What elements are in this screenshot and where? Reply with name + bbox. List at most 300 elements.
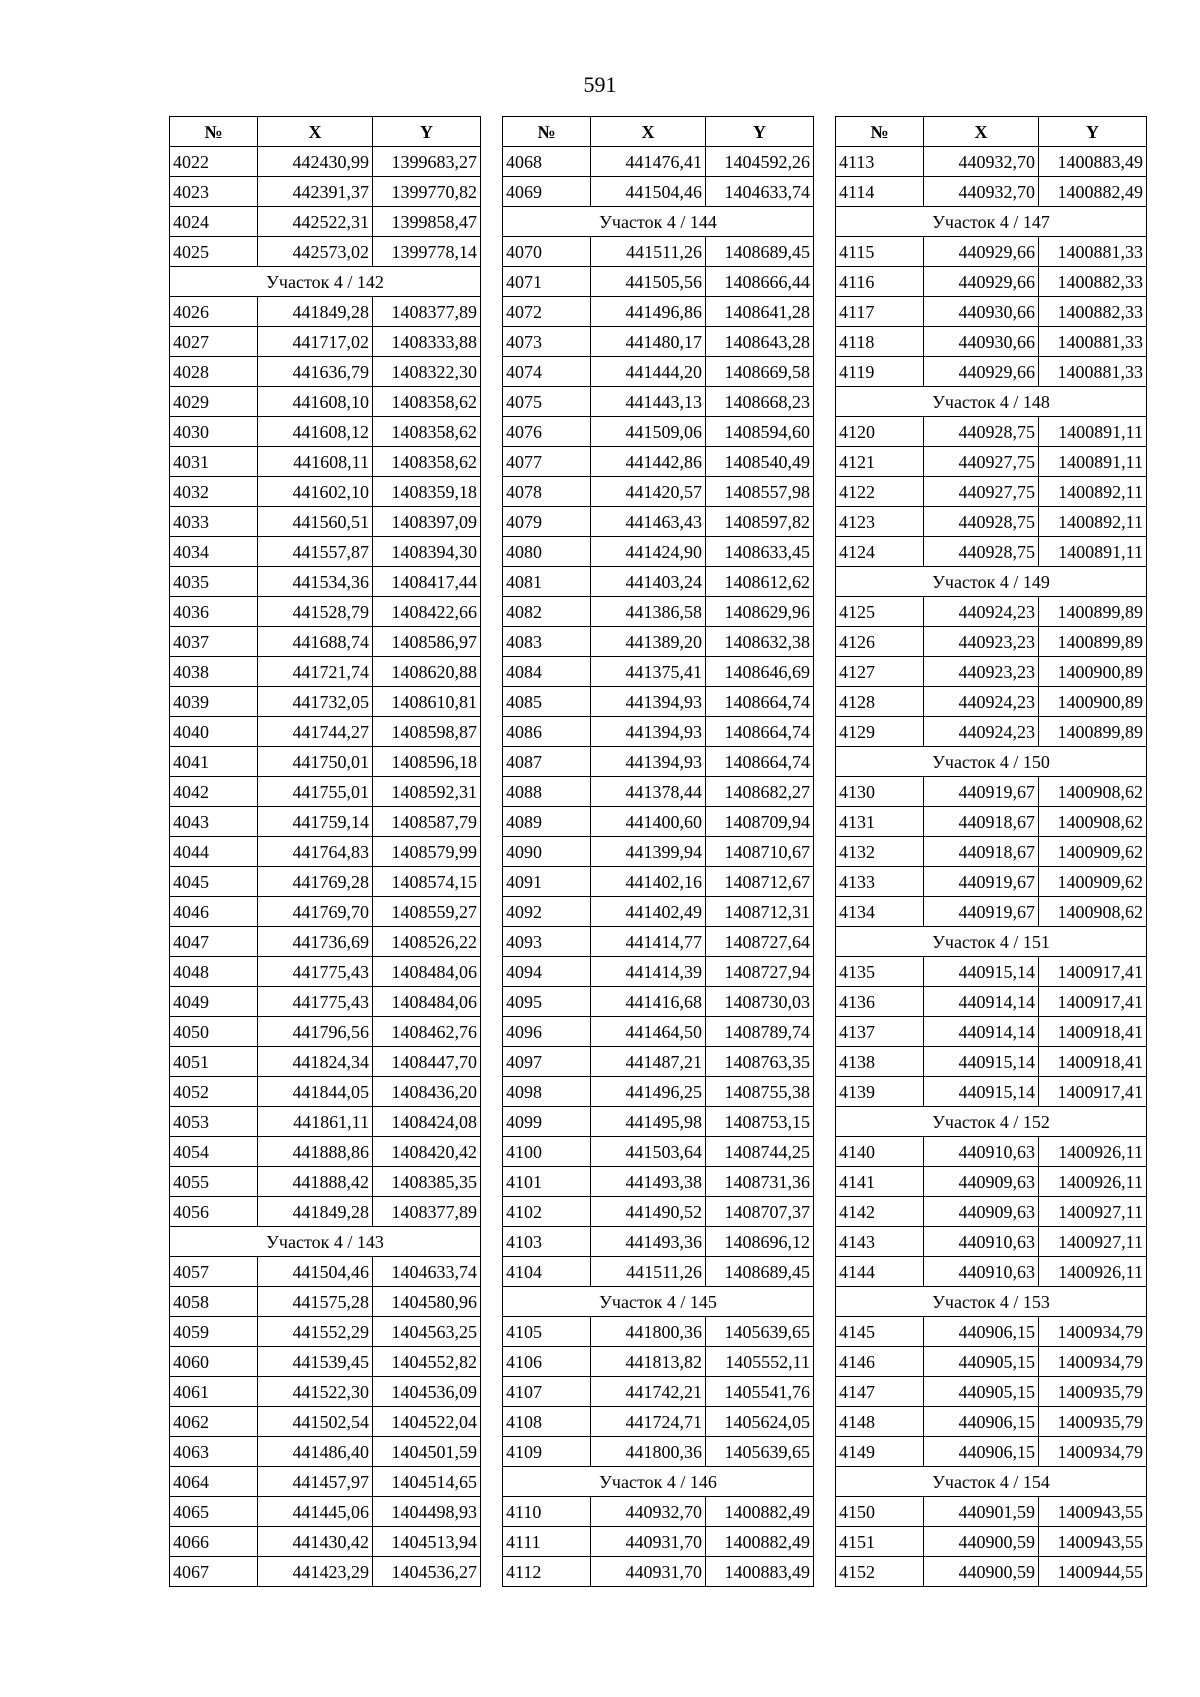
x-coordinate: 441378,44 — [591, 777, 706, 807]
point-number: 4087 — [503, 747, 591, 777]
x-coordinate: 440901,59 — [924, 1497, 1039, 1527]
x-coordinate: 440927,75 — [924, 477, 1039, 507]
y-coordinate: 1408557,98 — [706, 477, 814, 507]
x-coordinate: 441557,87 — [258, 537, 373, 567]
y-coordinate: 1400934,79 — [1039, 1347, 1147, 1377]
point-number: 4097 — [503, 1047, 591, 1077]
table-row — [503, 567, 814, 597]
table-row — [170, 1467, 481, 1497]
point-number: 4075 — [503, 387, 591, 417]
section-title: Участок 4 / 144 — [503, 207, 814, 237]
point-number: 4068 — [503, 147, 591, 177]
y-coordinate: 1408763,35 — [706, 1047, 814, 1077]
x-coordinate: 440905,15 — [924, 1347, 1039, 1377]
point-number: 4058 — [170, 1287, 258, 1317]
y-coordinate: 1400883,49 — [706, 1557, 814, 1587]
section-row — [836, 1107, 1147, 1137]
x-coordinate: 440905,15 — [924, 1377, 1039, 1407]
table-row — [170, 867, 481, 897]
x-coordinate: 441445,06 — [258, 1497, 373, 1527]
point-number: 4112 — [503, 1557, 591, 1587]
table-row — [170, 567, 481, 597]
page-number: 591 — [583, 72, 617, 97]
x-coordinate: 441750,01 — [258, 747, 373, 777]
table-row — [836, 357, 1147, 387]
y-coordinate: 1408730,03 — [706, 987, 814, 1017]
point-number: 4034 — [170, 537, 258, 567]
x-coordinate: 440924,23 — [924, 597, 1039, 627]
table-row — [503, 147, 814, 177]
point-number: 4121 — [836, 447, 924, 477]
table-row — [503, 807, 814, 837]
x-coordinate: 441399,94 — [591, 837, 706, 867]
x-coordinate: 440915,14 — [924, 1077, 1039, 1107]
table-row — [170, 177, 481, 207]
x-coordinate: 440924,23 — [924, 687, 1039, 717]
point-number: 4031 — [170, 447, 258, 477]
y-coordinate: 1404563,25 — [373, 1317, 481, 1347]
y-coordinate: 1400918,41 — [1039, 1047, 1147, 1077]
point-number: 4141 — [836, 1167, 924, 1197]
table-row — [170, 207, 481, 237]
x-coordinate: 441608,12 — [258, 417, 373, 447]
x-coordinate: 440906,15 — [924, 1437, 1039, 1467]
table-row — [503, 1107, 814, 1137]
y-coordinate: 1404580,96 — [373, 1287, 481, 1317]
y-coordinate: 1408592,31 — [373, 777, 481, 807]
x-coordinate: 441495,98 — [591, 1107, 706, 1137]
table-row — [170, 1167, 481, 1197]
section-row — [836, 567, 1147, 597]
section-title: Участок 4 / 143 — [170, 1227, 481, 1257]
table-row — [836, 717, 1147, 747]
section-title: Участок 4 / 154 — [836, 1467, 1147, 1497]
y-coordinate: 1400882,49 — [706, 1497, 814, 1527]
table-row — [503, 1377, 814, 1407]
point-number: 4101 — [503, 1167, 591, 1197]
table-row — [503, 1227, 814, 1257]
point-number: 4142 — [836, 1197, 924, 1227]
y-coordinate: 1408358,62 — [373, 417, 481, 447]
x-coordinate: 441796,56 — [258, 1017, 373, 1047]
y-coordinate: 1408789,74 — [706, 1017, 814, 1047]
table-row — [503, 1017, 814, 1047]
x-coordinate: 441849,28 — [258, 297, 373, 327]
y-coordinate: 1405624,05 — [706, 1407, 814, 1437]
point-number: 4056 — [170, 1197, 258, 1227]
point-number: 4071 — [503, 267, 591, 297]
x-coordinate: 441724,71 — [591, 1407, 706, 1437]
x-coordinate: 440919,67 — [924, 897, 1039, 927]
x-coordinate: 440929,66 — [924, 267, 1039, 297]
x-coordinate: 440924,23 — [924, 717, 1039, 747]
table-row — [836, 957, 1147, 987]
x-coordinate: 441824,34 — [258, 1047, 373, 1077]
x-coordinate: 440928,75 — [924, 417, 1039, 447]
y-coordinate: 1404513,94 — [373, 1527, 481, 1557]
x-coordinate: 441800,36 — [591, 1317, 706, 1347]
x-coordinate: 441504,46 — [258, 1257, 373, 1287]
y-coordinate: 1399778,14 — [373, 237, 481, 267]
table-row — [170, 1137, 481, 1167]
point-number: 4049 — [170, 987, 258, 1017]
point-number: 4039 — [170, 687, 258, 717]
x-coordinate: 440910,63 — [924, 1137, 1039, 1167]
table-row — [503, 1197, 814, 1227]
table-row — [170, 387, 481, 417]
table-row — [170, 537, 481, 567]
table-row — [170, 807, 481, 837]
x-coordinate: 442430,99 — [258, 147, 373, 177]
table-row — [836, 807, 1147, 837]
point-number: 4046 — [170, 897, 258, 927]
table-row — [170, 1497, 481, 1527]
point-number: 4100 — [503, 1137, 591, 1167]
point-number: 4030 — [170, 417, 258, 447]
point-number: 4060 — [170, 1347, 258, 1377]
point-number: 4043 — [170, 807, 258, 837]
point-number: 4066 — [170, 1527, 258, 1557]
table-row — [836, 867, 1147, 897]
point-number: 4079 — [503, 507, 591, 537]
x-coordinate: 441480,17 — [591, 327, 706, 357]
y-column-header: Y — [373, 117, 481, 147]
point-number: 4118 — [836, 327, 924, 357]
x-coordinate: 441476,41 — [591, 147, 706, 177]
x-coordinate: 441688,74 — [258, 627, 373, 657]
point-number: 4095 — [503, 987, 591, 1017]
point-number: 4051 — [170, 1047, 258, 1077]
point-number: 4037 — [170, 627, 258, 657]
y-coordinate: 1408666,44 — [706, 267, 814, 297]
y-coordinate: 1400899,89 — [1039, 597, 1147, 627]
section-row — [170, 1227, 481, 1257]
table-row — [836, 1137, 1147, 1167]
y-coordinate: 1408333,88 — [373, 327, 481, 357]
y-coordinate: 1408484,06 — [373, 987, 481, 1017]
table-row — [170, 147, 481, 177]
table-row — [503, 1527, 814, 1557]
point-number: 4047 — [170, 927, 258, 957]
x-coordinate: 441608,10 — [258, 387, 373, 417]
x-coordinate: 441769,70 — [258, 897, 373, 927]
table-row — [170, 417, 481, 447]
table-row — [503, 987, 814, 1017]
y-coordinate: 1408727,94 — [706, 957, 814, 987]
x-coordinate: 440928,75 — [924, 537, 1039, 567]
point-number: 4147 — [836, 1377, 924, 1407]
x-coordinate: 441800,36 — [591, 1437, 706, 1467]
x-coordinate: 440915,14 — [924, 957, 1039, 987]
x-coordinate: 442573,02 — [258, 237, 373, 267]
point-number: 4105 — [503, 1317, 591, 1347]
point-number: 4135 — [836, 957, 924, 987]
x-coordinate: 441602,10 — [258, 477, 373, 507]
table-row — [503, 357, 814, 387]
point-number: 4113 — [836, 147, 924, 177]
x-coordinate: 440906,15 — [924, 1317, 1039, 1347]
table-row — [170, 1317, 481, 1347]
point-number: 4081 — [503, 567, 591, 597]
point-number: 4084 — [503, 657, 591, 687]
y-coordinate: 1399770,82 — [373, 177, 481, 207]
table-row — [836, 1407, 1147, 1437]
table-row — [503, 1557, 814, 1587]
point-number: 4099 — [503, 1107, 591, 1137]
y-coordinate: 1408484,06 — [373, 957, 481, 987]
y-coordinate: 1408447,70 — [373, 1047, 481, 1077]
point-number: 4129 — [836, 717, 924, 747]
x-coordinate: 441487,21 — [591, 1047, 706, 1077]
y-coordinate: 1408731,36 — [706, 1167, 814, 1197]
y-coordinate: 1400891,11 — [1039, 417, 1147, 447]
point-number: 4150 — [836, 1497, 924, 1527]
point-number: 4076 — [503, 417, 591, 447]
x-coordinate: 441442,86 — [591, 447, 706, 477]
x-coordinate: 440910,63 — [924, 1227, 1039, 1257]
x-coordinate: 441509,06 — [591, 417, 706, 447]
y-coordinate: 1404552,82 — [373, 1347, 481, 1377]
section-title: Участок 4 / 148 — [836, 387, 1147, 417]
x-coordinate: 441503,64 — [591, 1137, 706, 1167]
y-coordinate: 1405552,11 — [706, 1347, 814, 1377]
table-row — [836, 417, 1147, 447]
x-coordinate: 440931,70 — [591, 1557, 706, 1587]
table-row — [170, 777, 481, 807]
y-coordinate: 1408586,97 — [373, 627, 481, 657]
point-number: 4109 — [503, 1437, 591, 1467]
y-coordinate: 1400891,11 — [1039, 447, 1147, 477]
table-row — [836, 687, 1147, 717]
y-coordinate: 1408598,87 — [373, 717, 481, 747]
y-coordinate: 1404633,74 — [706, 177, 814, 207]
table-row — [836, 1377, 1147, 1407]
point-number: 4024 — [170, 207, 258, 237]
y-coordinate: 1400892,11 — [1039, 507, 1147, 537]
x-coordinate: 441861,11 — [258, 1107, 373, 1137]
point-number: 4027 — [170, 327, 258, 357]
table-row — [170, 897, 481, 927]
x-coordinate: 441394,93 — [591, 687, 706, 717]
table-row — [170, 1407, 481, 1437]
x-coordinate: 441386,58 — [591, 597, 706, 627]
table-row — [836, 177, 1147, 207]
point-number: 4054 — [170, 1137, 258, 1167]
point-number: 4067 — [170, 1557, 258, 1587]
y-coordinate: 1408664,74 — [706, 747, 814, 777]
point-number: 4138 — [836, 1047, 924, 1077]
point-number: 4140 — [836, 1137, 924, 1167]
table-row — [170, 357, 481, 387]
x-coordinate: 440909,63 — [924, 1167, 1039, 1197]
y-coordinate: 1408612,62 — [706, 567, 814, 597]
section-title: Участок 4 / 146 — [503, 1467, 814, 1497]
table-row — [503, 387, 814, 417]
point-number: 4092 — [503, 897, 591, 927]
y-coordinate: 1400935,79 — [1039, 1377, 1147, 1407]
point-number: 4064 — [170, 1467, 258, 1497]
x-coordinate: 441430,42 — [258, 1527, 373, 1557]
y-coordinate: 1404514,65 — [373, 1467, 481, 1497]
x-column-header: X — [924, 117, 1039, 147]
y-coordinate: 1404498,93 — [373, 1497, 481, 1527]
y-coordinate: 1408579,99 — [373, 837, 481, 867]
point-number: 4050 — [170, 1017, 258, 1047]
y-coordinate: 1400882,33 — [1039, 267, 1147, 297]
point-number: 4136 — [836, 987, 924, 1017]
x-coordinate: 441775,43 — [258, 957, 373, 987]
x-coordinate: 440929,66 — [924, 357, 1039, 387]
y-coordinate: 1400900,89 — [1039, 657, 1147, 687]
section-title: Участок 4 / 150 — [836, 747, 1147, 777]
point-number: 4125 — [836, 597, 924, 627]
table-row — [836, 1077, 1147, 1107]
point-number: 4053 — [170, 1107, 258, 1137]
point-number: 4033 — [170, 507, 258, 537]
y-coordinate: 1408712,31 — [706, 897, 814, 927]
point-number: 4091 — [503, 867, 591, 897]
point-number: 4061 — [170, 1377, 258, 1407]
table-row — [503, 537, 814, 567]
table-row — [503, 447, 814, 477]
x-coordinate: 440915,14 — [924, 1047, 1039, 1077]
x-coordinate: 440900,59 — [924, 1557, 1039, 1587]
table-row — [503, 1317, 814, 1347]
x-coordinate: 441888,42 — [258, 1167, 373, 1197]
y-coordinate: 1408322,30 — [373, 357, 481, 387]
point-number: 4089 — [503, 807, 591, 837]
x-coordinate: 441414,39 — [591, 957, 706, 987]
section-title: Участок 4 / 149 — [836, 567, 1147, 597]
table-row — [170, 747, 481, 777]
table-row — [503, 237, 814, 267]
point-number: 4083 — [503, 627, 591, 657]
y-coordinate: 1408632,38 — [706, 627, 814, 657]
section-title: Участок 4 / 152 — [836, 1107, 1147, 1137]
point-number: 4119 — [836, 357, 924, 387]
y-coordinate: 1400944,55 — [1039, 1557, 1147, 1587]
point-number: 4032 — [170, 477, 258, 507]
table-row — [503, 927, 814, 957]
point-number: 4144 — [836, 1257, 924, 1287]
point-number: 4098 — [503, 1077, 591, 1107]
table-row — [170, 1347, 481, 1377]
x-coordinate: 440910,63 — [924, 1257, 1039, 1287]
y-coordinate: 1404536,27 — [373, 1557, 481, 1587]
section-title: Участок 4 / 153 — [836, 1287, 1147, 1317]
y-coordinate: 1400926,11 — [1039, 1137, 1147, 1167]
point-number: 4078 — [503, 477, 591, 507]
x-coordinate: 441463,43 — [591, 507, 706, 537]
y-coordinate: 1408540,49 — [706, 447, 814, 477]
table-row — [170, 837, 481, 867]
y-coordinate: 1408633,45 — [706, 537, 814, 567]
table-row — [503, 1497, 814, 1527]
x-coordinate: 440932,70 — [924, 177, 1039, 207]
x-coordinate: 441394,93 — [591, 717, 706, 747]
y-coordinate: 1405541,76 — [706, 1377, 814, 1407]
y-coordinate: 1408707,37 — [706, 1197, 814, 1227]
section-row — [836, 207, 1147, 237]
point-number: 4048 — [170, 957, 258, 987]
y-coordinate: 1408610,81 — [373, 687, 481, 717]
y-coordinate: 1400881,33 — [1039, 357, 1147, 387]
y-coordinate: 1400917,41 — [1039, 987, 1147, 1017]
point-number: 4062 — [170, 1407, 258, 1437]
point-number: 4035 — [170, 567, 258, 597]
x-coordinate: 440914,14 — [924, 987, 1039, 1017]
table-row — [503, 477, 814, 507]
point-number: 4052 — [170, 1077, 258, 1107]
section-row — [836, 387, 1147, 417]
x-coordinate: 441389,20 — [591, 627, 706, 657]
y-coordinate: 1408664,74 — [706, 687, 814, 717]
table-row — [836, 1167, 1147, 1197]
x-coordinate: 441732,05 — [258, 687, 373, 717]
table-row — [503, 1137, 814, 1167]
table-row — [503, 897, 814, 927]
table-row — [503, 657, 814, 687]
section-row — [836, 1467, 1147, 1497]
x-coordinate: 441755,01 — [258, 777, 373, 807]
table-row — [170, 1377, 481, 1407]
y-coordinate: 1400926,11 — [1039, 1167, 1147, 1197]
x-coordinate: 441464,50 — [591, 1017, 706, 1047]
table-row — [503, 507, 814, 537]
x-column-header: X — [591, 117, 706, 147]
x-coordinate: 441742,21 — [591, 1377, 706, 1407]
y-coordinate: 1400909,62 — [1039, 867, 1147, 897]
table-row — [836, 267, 1147, 297]
y-coordinate: 1405639,65 — [706, 1437, 814, 1467]
table-row — [836, 837, 1147, 867]
y-coordinate: 1408587,79 — [373, 807, 481, 837]
point-number: 4023 — [170, 177, 258, 207]
point-number: 4107 — [503, 1377, 591, 1407]
header-row — [503, 117, 814, 147]
x-coordinate: 441736,69 — [258, 927, 373, 957]
x-coordinate: 441504,46 — [591, 177, 706, 207]
table-row — [170, 987, 481, 1017]
y-coordinate: 1400918,41 — [1039, 1017, 1147, 1047]
x-coordinate: 441490,52 — [591, 1197, 706, 1227]
point-number: 4123 — [836, 507, 924, 537]
table-row — [836, 1437, 1147, 1467]
table-row — [170, 1047, 481, 1077]
y-coordinate: 1400882,33 — [1039, 297, 1147, 327]
x-coordinate: 441496,25 — [591, 1077, 706, 1107]
point-number: 4103 — [503, 1227, 591, 1257]
table-row — [503, 327, 814, 357]
y-coordinate: 1400917,41 — [1039, 957, 1147, 987]
table-row — [836, 1317, 1147, 1347]
point-number: 4069 — [503, 177, 591, 207]
y-coordinate: 1400882,49 — [1039, 177, 1147, 207]
table-row — [503, 177, 814, 207]
x-coordinate: 441416,68 — [591, 987, 706, 1017]
x-coordinate: 440918,67 — [924, 807, 1039, 837]
table-row — [170, 1197, 481, 1227]
x-coordinate: 440918,67 — [924, 837, 1039, 867]
x-coordinate: 440914,14 — [924, 1017, 1039, 1047]
point-number: 4120 — [836, 417, 924, 447]
x-coordinate: 441775,43 — [258, 987, 373, 1017]
point-number: 4124 — [836, 537, 924, 567]
y-coordinate: 1400917,41 — [1039, 1077, 1147, 1107]
table-row — [503, 1047, 814, 1077]
x-coordinate: 440930,66 — [924, 327, 1039, 357]
x-coordinate: 440919,67 — [924, 777, 1039, 807]
